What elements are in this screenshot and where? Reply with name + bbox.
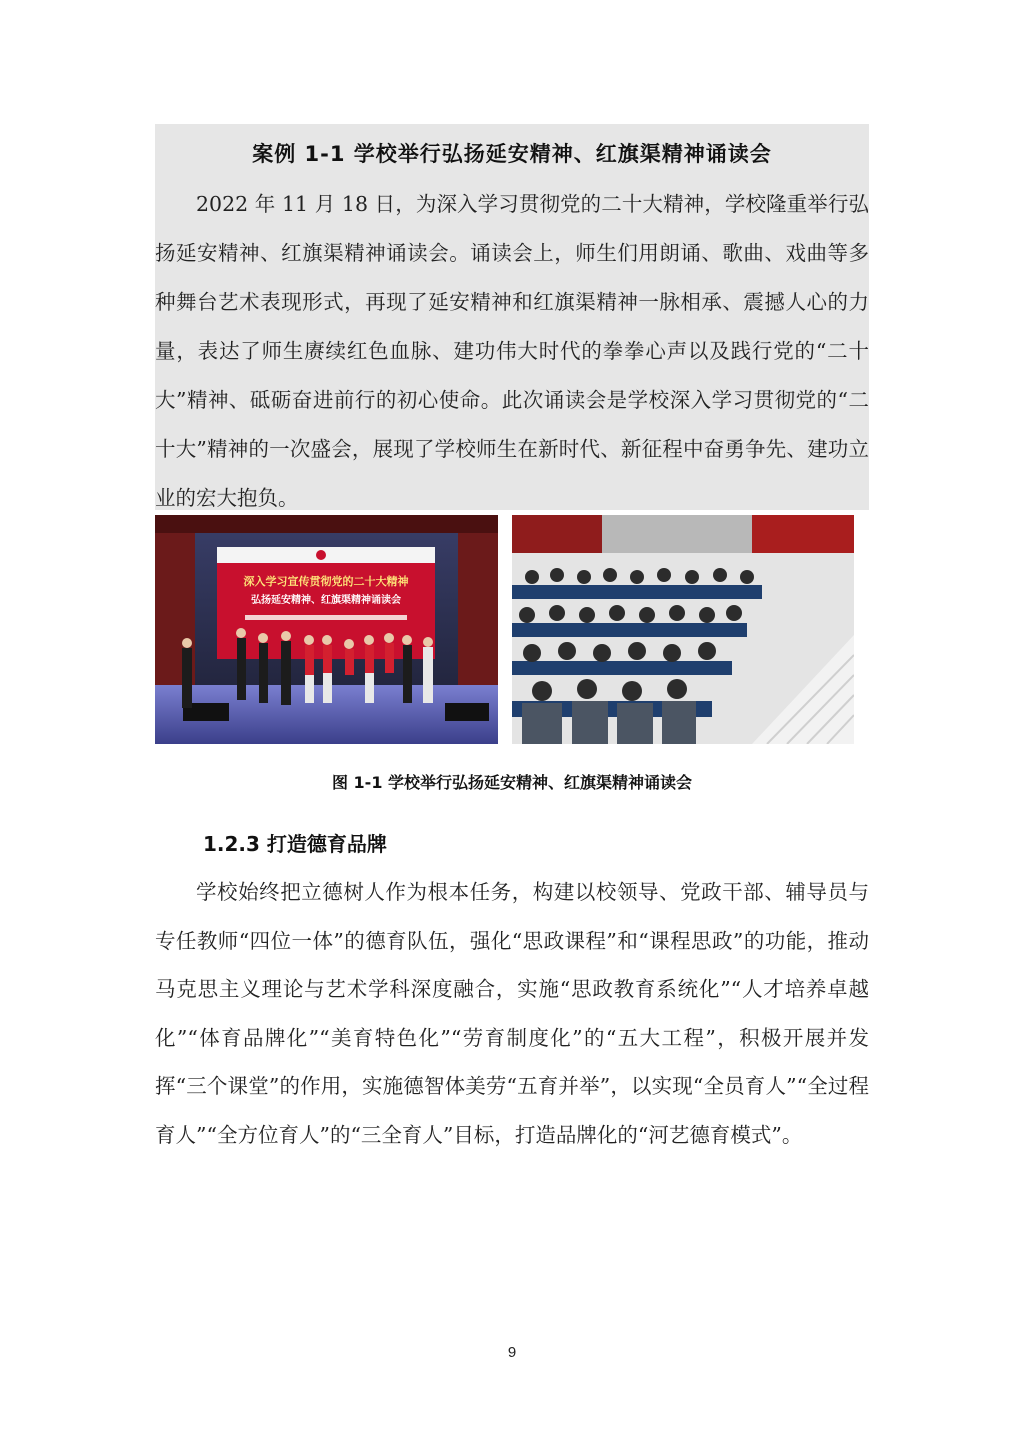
section-body-text: 学校始终把立德树人作为根本任务，构建以校领导、党政干部、辅导员与专任教师“四位一体”的德育队伍，强化“思政课程”和“课程思政”的功能，推动马克思主义理论与艺术学科深度融合，实施“思政教育系统化”“人才培养卓越化”“体育品牌化”“美育特色化”“劳育制度化”的“五大工程”，积极开展并发挥“三个课堂”的作用，实施德智体美劳“五育并举”，以实现“全员育人”“全过程育人”“全方位育人”的“三全育人”目标，打造品牌化的“河艺德育模式”。	[155, 880, 869, 1147]
banner-line-1: 深入学习宣传贯彻党的二十大精神	[243, 575, 409, 588]
audience-photo	[512, 515, 854, 744]
case-study-box	[155, 124, 869, 510]
stage-performance-photo	[155, 515, 498, 744]
banner-line-2: 弘扬延安精神、红旗渠精神诵读会	[251, 595, 401, 606]
case-title: 案例 1-1 学校举行弘扬延安精神、红旗渠精神诵读会	[252, 142, 772, 166]
case-body-text: 2022 年 11 月 18 日，为深入学习贯彻党的二十大精神，学校隆重举行弘扬延安精神、红旗渠精神诵读会。诵读会上，师生们用朗诵、歌曲、戏曲等多种舞台艺术表现形式，再现了延安精神和红旗渠精神一脉相承、震撼人心的力量，表达了师生赓续红色血脉、建功伟大时代的拳拳心声以及践行党的“二十大”精神、砥砺奋进前行的初心使命。此次诵读会是学校深入学习贯彻党的“二十大”精神的一次盛会，展现了学校师生在新时代、新征程中奋勇争先、建功立业的宏大抱负。	[155, 192, 869, 510]
page-number: 9	[507, 1344, 517, 1361]
section-heading: 1.2.3 打造德育品牌	[203, 832, 387, 856]
figure-caption: 图 1-1 学校举行弘扬延安精神、红旗渠精神诵读会	[331, 773, 693, 792]
